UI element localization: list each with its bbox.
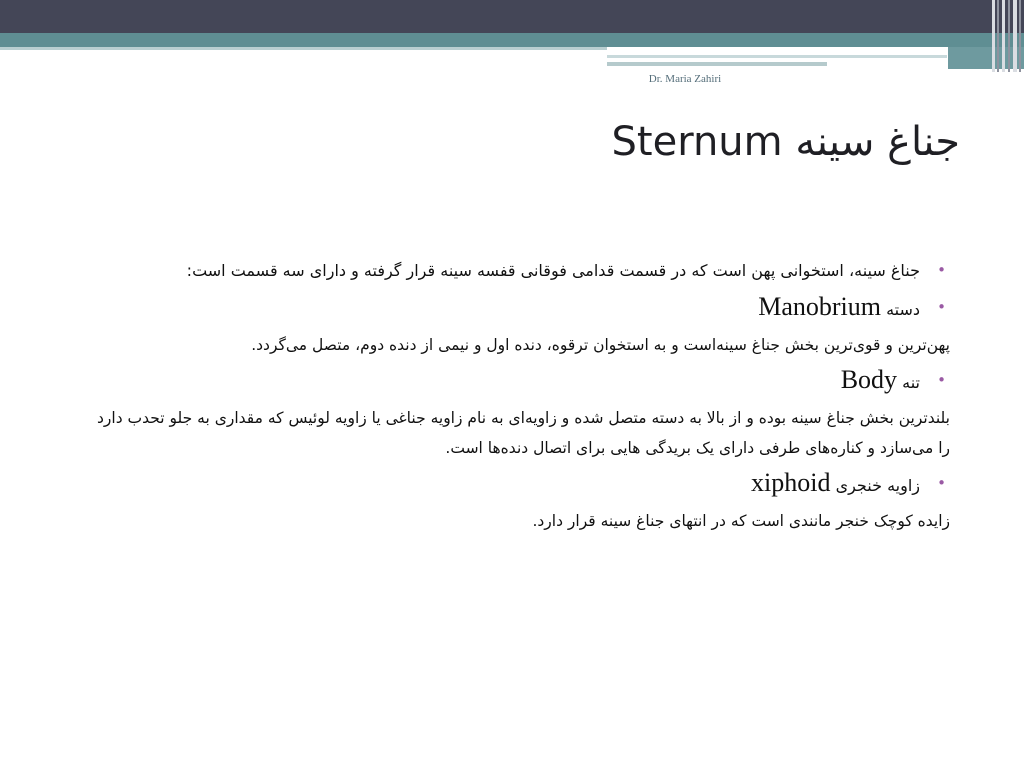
manubrium-description: پهن‌ترین و قوی‌ترین بخش جناغ سینه‌است و به استخوان ترقوه، دنده اول و نیمی از دنده دوم، متصل می‌گردد. — [251, 336, 950, 354]
header-stripe — [997, 0, 999, 72]
header-stripe — [992, 0, 995, 72]
author-name: Dr. Maria Zahiri — [648, 73, 722, 85]
header-stripe — [1019, 0, 1021, 72]
bullet-label: دسته — [886, 300, 920, 319]
bullet-intro — [88, 254, 950, 287]
slide-title: جناغ سینه Sternum — [611, 119, 960, 165]
header-right-line — [607, 55, 947, 58]
bullet-label: تنه — [902, 373, 920, 392]
header-teal-band — [0, 33, 1024, 47]
header-stripe — [1002, 0, 1005, 72]
bullet-icon: • — [937, 298, 946, 316]
header-stripe — [1008, 0, 1010, 72]
header-stripe — [1013, 0, 1017, 72]
bullet-icon: • — [937, 371, 946, 389]
bullet-label: زاویه خنجری — [835, 476, 920, 495]
bullet-icon: • — [937, 261, 946, 279]
bullet-manubrium — [88, 287, 950, 330]
body-description: بلندترین بخش جناغ سینه بوده و از بالا به دسته متصل شده و زاویه‌ای به نام زاویه جناغی یا زاویه لوئیس که مقداری به جلو تحدب دارد را می‌سازد و کناره‌های طرفی دارای یک بریدگی هایی برای اتصال دنده‌ها است. — [97, 409, 950, 457]
bullet-body — [88, 360, 950, 403]
bullet-xiphoid — [88, 463, 950, 506]
bullet-term: Body — [840, 365, 898, 394]
header-dark-band — [0, 0, 1024, 33]
bullet-text: جناغ سینه، استخوانی پهن است که در قسمت قدامی فوقانی قفسه سینه قرار گرفته و دارای سه قسمت است: — [186, 261, 920, 280]
header-right-line — [607, 62, 827, 66]
xiphoid-description: زایده کوچک خنجر مانندی است که در انتهای جناغ سینه قرار دارد. — [532, 512, 950, 530]
bullet-term: xiphoid — [751, 468, 831, 497]
bullet-icon: • — [937, 474, 946, 492]
bullet-term: Manobrium — [758, 292, 881, 321]
slide-content — [88, 254, 950, 536]
